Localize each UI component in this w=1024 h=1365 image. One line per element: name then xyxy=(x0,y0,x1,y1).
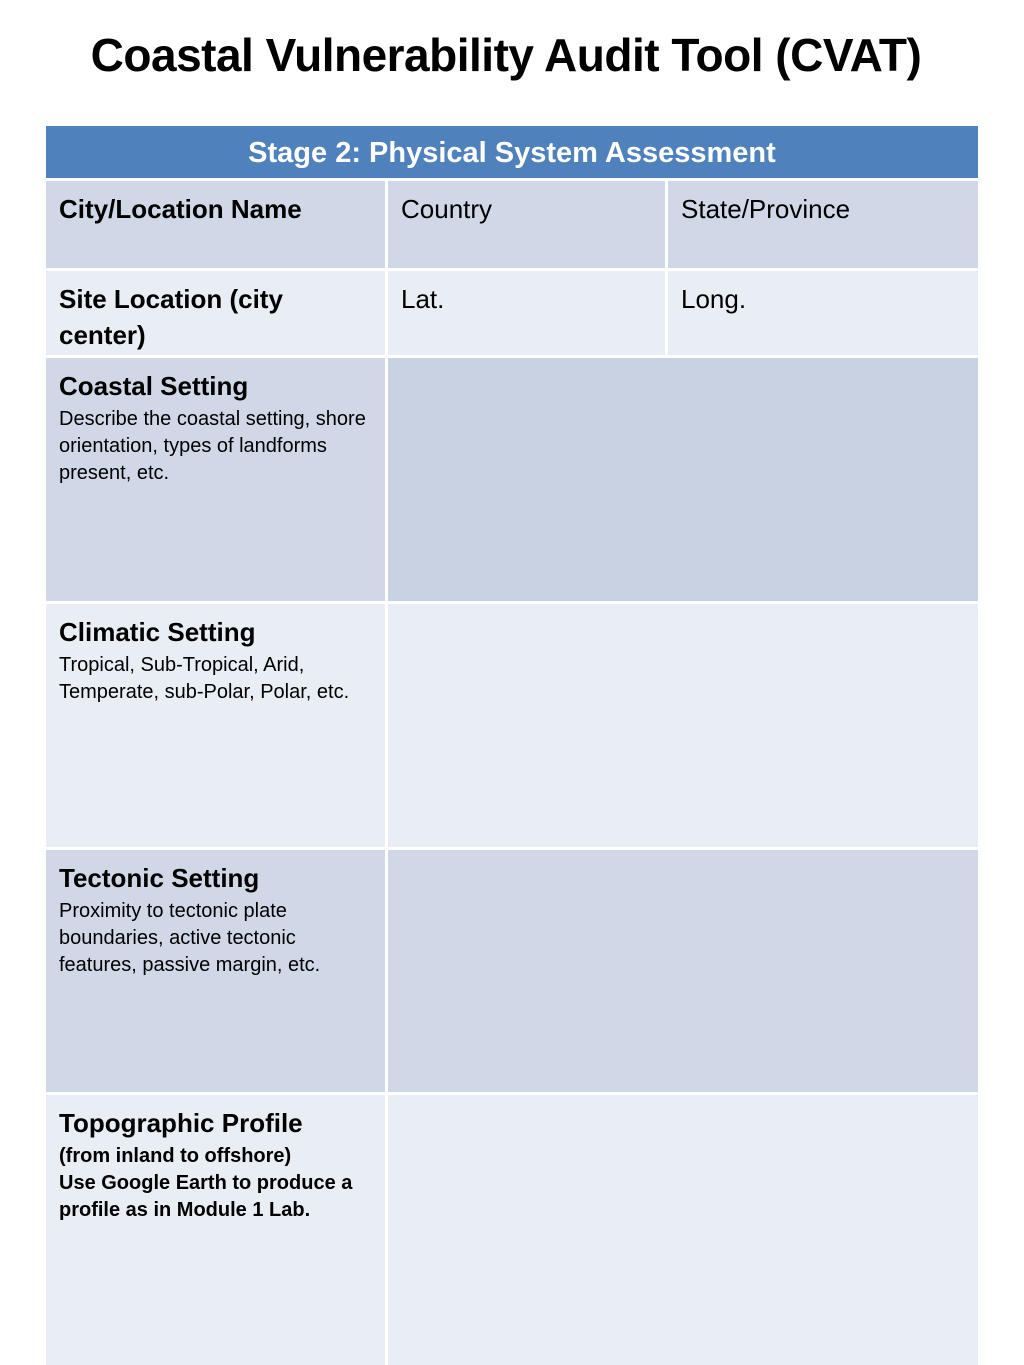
latitude-field[interactable] xyxy=(388,271,665,355)
site-location-label: Site Location (city center) xyxy=(59,284,283,350)
topographic-profile-cell xyxy=(46,1095,385,1365)
climatic-setting-description: Tropical, Sub-Tropical, Arid, Temperate, sub-Polar, Polar, etc. xyxy=(59,654,350,703)
topographic-profile-label: Topographic Profile xyxy=(59,1108,303,1138)
state-province-field[interactable] xyxy=(668,181,978,268)
topographic-profile-subtitle: (from inland to offshore) xyxy=(59,1145,292,1167)
city-location-cell xyxy=(46,181,385,268)
city-location-label: City/Location Name xyxy=(59,194,302,224)
state-province-label: State/Province xyxy=(681,194,851,224)
site-location-cell xyxy=(46,271,385,355)
climatic-setting-cell xyxy=(46,604,385,847)
country-field[interactable] xyxy=(388,181,665,268)
page-title: Coastal Vulnerability Audit Tool (CVAT) xyxy=(90,29,922,81)
coastal-setting-label: Coastal Setting xyxy=(59,371,249,401)
climatic-setting-label: Climatic Setting xyxy=(59,617,256,647)
coastal-setting-input[interactable] xyxy=(388,358,978,601)
coastal-setting-cell xyxy=(46,358,385,601)
stage-header: Stage 2: Physical System Assessment xyxy=(46,126,978,178)
topographic-profile-description: Use Google Earth to produce a profile as in Module 1 Lab. xyxy=(59,1172,353,1221)
tectonic-setting-input[interactable] xyxy=(388,850,978,1092)
climatic-setting-input[interactable] xyxy=(388,604,978,847)
tectonic-setting-description: Proximity to tectonic plate boundaries, active tectonic features, passive margin, etc. xyxy=(59,900,321,976)
latitude-label: Lat. xyxy=(401,284,445,314)
assessment-table xyxy=(46,126,978,1365)
country-label: Country xyxy=(401,194,493,224)
tectonic-setting-label: Tectonic Setting xyxy=(59,863,260,893)
longitude-label: Long. xyxy=(681,284,747,314)
longitude-field[interactable] xyxy=(668,271,978,355)
topographic-profile-input[interactable] xyxy=(388,1095,978,1365)
coastal-setting-description: Describe the coastal setting, shore orientation, types of landforms present, etc. xyxy=(59,408,366,484)
tectonic-setting-cell xyxy=(46,850,385,1092)
